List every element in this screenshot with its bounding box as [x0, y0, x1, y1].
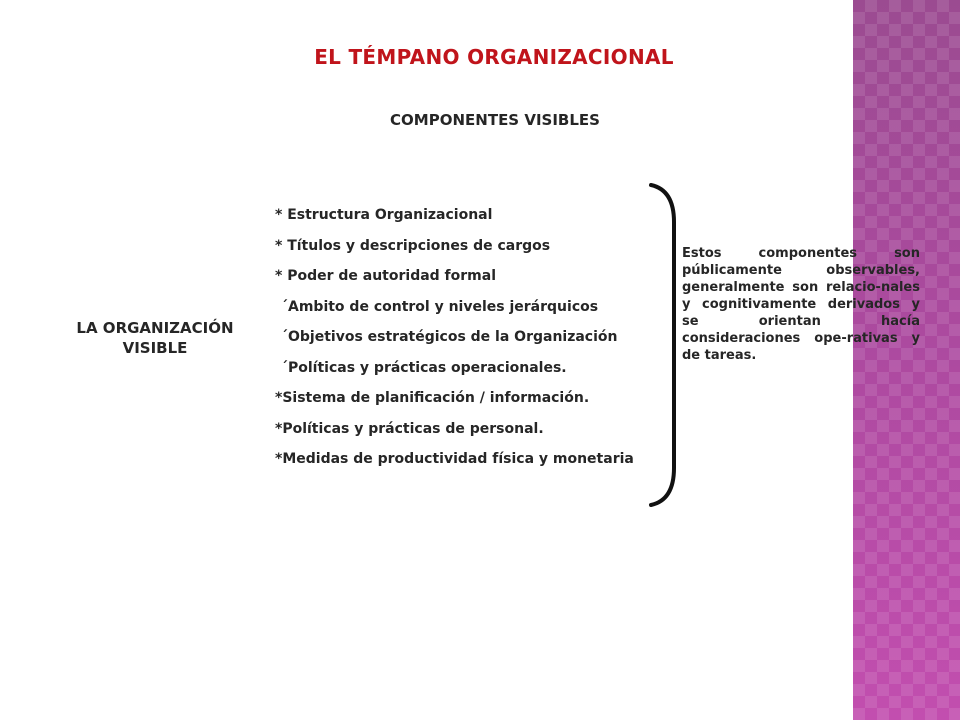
list-item: *Políticas y prácticas de personal. — [275, 420, 544, 437]
components-list — [275, 205, 634, 480]
list-item: *Sistema de planificación / información. — [275, 390, 590, 406]
list-item: ´Políticas y prácticas operacionales. — [281, 359, 567, 376]
slide-subtitle: COMPONENTES VISIBLES — [390, 111, 600, 129]
list-item: * Estructura Organizacional — [275, 207, 493, 223]
list-item: * Títulos y descripciones de cargos — [275, 237, 551, 254]
left-label-line-1: LA ORGANIZACIÓN — [76, 319, 234, 337]
list-item: * Poder de autoridad formal — [275, 268, 496, 284]
slide-title: EL TÉMPANO ORGANIZACIONAL — [314, 45, 674, 69]
list-item: *Medidas de productividad física y monetaria — [275, 451, 634, 467]
description-text: Estos componentes son públicamente observables, generalmente son relacio-nales y cognitivamente derivados y se orientan hacía consideraciones ope-rativas y de tareas. — [682, 246, 920, 363]
list-item: ´Ambito de control y niveles jerárquicos — [281, 298, 599, 315]
left-label-line-2: VISIBLE — [122, 339, 188, 357]
left-label — [40, 318, 270, 358]
right-brace-icon — [648, 182, 678, 508]
list-item: ´Objetivos estratégicos de la Organización — [281, 329, 618, 345]
